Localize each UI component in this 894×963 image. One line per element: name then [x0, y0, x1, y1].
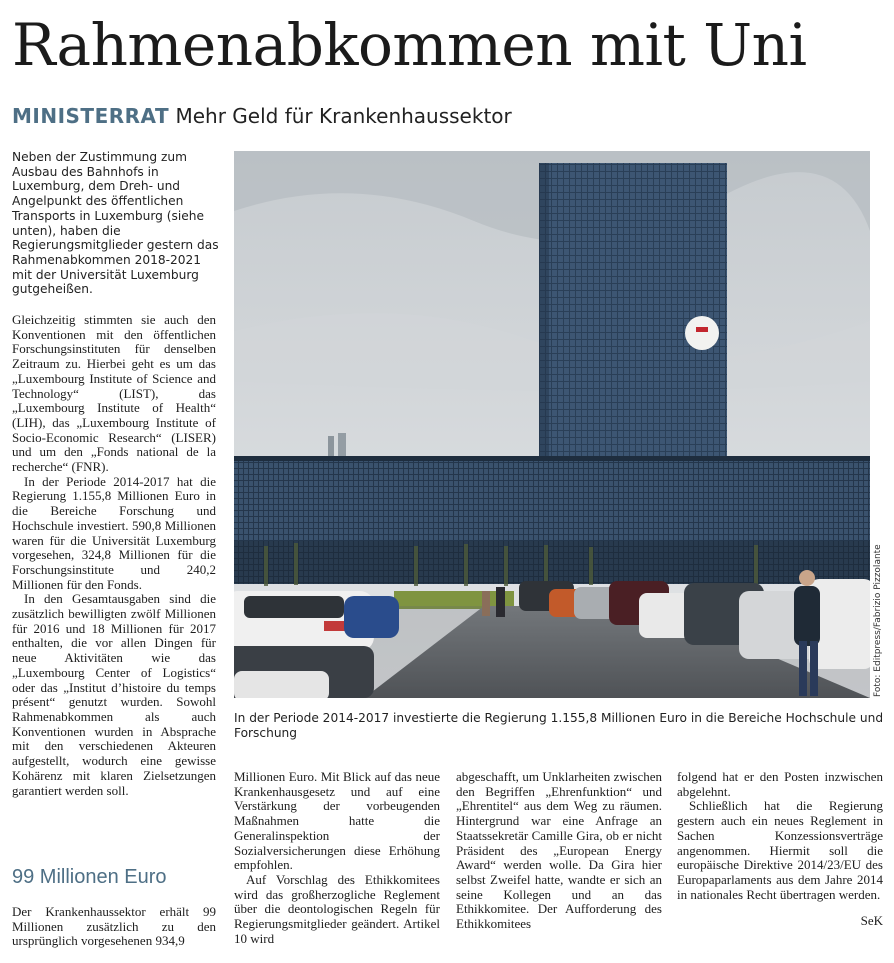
body-column-1-continued — [12, 905, 216, 949]
body-paragraph: Auf Vorschlag des Ethikkomitees wird das großherzogliche Reglement über die deontologischen Regeln für Regierungsmitglieder geändert. Artikel 10 wird — [234, 871, 440, 946]
headline: Rahmenabkommen mit Uni — [12, 11, 807, 79]
body-column-3 — [456, 770, 662, 932]
body-paragraph: Gleichzeitig stimmten sie auch den Konventionen mit den öffentlichen Forschungsinstituten für denselben Zeitraum zu. Hierbei geht es um das „Luxembourg Institute of Science and Technology“ (LIST), das „Luxembourg Institute of Health“ (LIH), das „Luxembourg Institute of Socio-Economic Research“ (LISER) und um den „Fonds national de la recherche“ (FNR). — [12, 312, 216, 475]
body-paragraph: folgend hat er den Posten inzwischen abgelehnt. — [677, 769, 883, 799]
photo-credit-text: Foto: Editpress/Fabrizio Pizzolante — [873, 544, 883, 697]
kicker-line — [12, 101, 512, 131]
author-signature: SeK — [860, 913, 883, 929]
kicker: MINISTERRAT — [12, 104, 170, 128]
body-paragraph: In den Gesamtausgaben sind die zusätzlich bewilligten zwölf Millionen für 2016 und 18 Millionen für 2017 enthalten, die vor allen Dingen für neue Aktivitäten wie das „Luxembourg Center of Logistics“ oder das „Institut d’histoire du temps présent“ genutzt wurden. Sowohl Rahmenabkommen als auch Konventionen wurden in Absprache mit den verschiedenen Akteuren aufgestellt, wodurch eine gewisse Kohärenz mit klaren Zielsetzungen garantiert werden soll. — [12, 591, 216, 798]
body-paragraph: Millionen Euro. Mit Blick auf das neue Krankenhausgesetz und auf eine Verstärkung der vorbeugenden Maßnahmen hatte die Generalinspektion der Sozialversicherungen diese Erhöhung empfohlen. — [234, 769, 440, 873]
body-column-2 — [234, 770, 440, 946]
body-column-4 — [677, 770, 883, 929]
subheadline: Mehr Geld für Krankenhaussektor — [175, 104, 512, 128]
university-building-photo — [234, 151, 870, 698]
lead-paragraph: Neben der Zustimmung zum Ausbau des Bahnhofs in Luxemburg, dem Dreh- und Angelpunkt des öffentlichen Transports in Luxemburg (siehe unten), haben die Regierungsmitglieder gestern das Rahmenabkommen 2018-2021 mit der Universität Luxemburg gutgeheißen. — [12, 150, 219, 297]
body-paragraph: abgeschafft, um Unklarheiten zwischen den Begriffen „Ehrenfunktion“ und „Ehrentitel“ aus dem Weg zu räumen. Hintergrund war eine Anfrage an Staatssekretär Camille Gira, ob er nicht Präsident des „European Energy Award“ werden wolle. Da Gira hier selbst Zweifel hatte, wandte er sich an seine Kollegen und an das Ethikkomitee. Der Aufforderung des Ethikkomitees — [456, 769, 662, 932]
body-paragraph: Der Krankenhaussektor erhält 99 Millionen zusätzlich zu den ursprünglich vorgesehenen 934,9 — [12, 904, 216, 949]
news-photo — [234, 151, 870, 698]
body-paragraph: In der Periode 2014-2017 hat die Regierung 1.155,8 Millionen Euro in die Bereiche Forschung und Hochschule investiert. 590,8 Millionen waren für die Universität Luxemburg vorgesehen, 324,8 Millionen für die Forschungsinstitute und 240,2 Millionen für den Fonds. — [12, 473, 216, 592]
photo-caption: In der Periode 2014-2017 investierte die Regierung 1.155,8 Millionen Euro in die Bereiche Hochschule und Forschung — [234, 711, 884, 740]
section-heading: 99 Millionen Euro — [12, 866, 167, 888]
body-column-1 — [12, 313, 216, 798]
body-paragraph: Schließlich hat die Regierung gestern auch ein neues Reglement in Sachen Konzessionsverträge angenommen. Hiermit soll die europäische Direktive 2014/23/EU des Europaparlaments aus dem Jahre 2014 in nationales Recht übertragen werden. — [677, 798, 883, 902]
